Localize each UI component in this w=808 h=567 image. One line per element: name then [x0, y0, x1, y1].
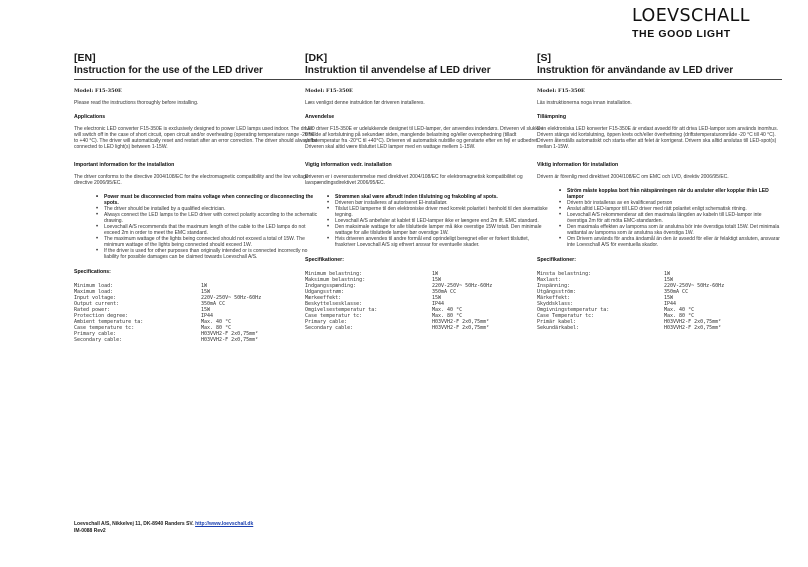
spec-value: H03VVH2-F 2x0,75mm² — [201, 331, 259, 337]
spec-label: Output current: — [74, 301, 120, 307]
footer-website-link[interactable]: http://www.loevschall.dk — [195, 521, 254, 527]
spec-label: Primary cable: — [74, 331, 117, 337]
spec-value: IP44 — [664, 301, 677, 307]
spec-label: Indgangsspænding: — [305, 283, 357, 289]
spec-value: Max. 40 °C — [432, 307, 463, 313]
spec-value: H03VVH2-F 2x0,75mm² — [664, 325, 722, 331]
specifications-heading: Specifikationer: — [305, 257, 344, 263]
installation-bullet-list — [74, 194, 319, 260]
installation-bullet: • Hvis driveren anvendes til andre formål end oprindeligt beregnet eller er forkert tilsluttet, fraskriver Loevschall A/S sig ethvert ansvar for eventuelle skader. — [305, 236, 550, 248]
installation-bullet: • Loevschall A/S recommends that the maximum length of the cable to the LED lamps do not exceed 2m in order to meet the EMC standard. — [74, 224, 319, 236]
applications-heading: Tillämpning — [537, 114, 567, 120]
applications-heading: Applications — [74, 114, 106, 120]
spec-value: 350mA CC — [201, 301, 226, 307]
applications-text: The electronic LED converter F15-350E is exclusively designed to power LED lamps used indoor. The driver will switch off in the case of short circuit, open circuit and/or overheating (operating temperature range -20 °C to +40 °C). The driver will automatically reset and restart after an error correction. The driver should always be connected to LED light(s) between 1-15W. — [74, 126, 318, 150]
spec-value: Max. 80 °C — [432, 313, 463, 319]
title-divider — [74, 79, 319, 80]
installation-bullet: • Power must be disconnected from mains voltage when connecting or disconnecting the spots. — [74, 194, 319, 206]
spec-value: Max. 40 °C — [664, 307, 695, 313]
spec-label: Utgångsström: — [537, 289, 577, 295]
model-number: Model: F15-350E — [537, 88, 585, 94]
column-danish — [305, 52, 550, 331]
spec-label: Maksimum belastning: — [305, 277, 366, 283]
column-english — [74, 52, 319, 343]
specifications-table — [537, 271, 782, 331]
company-logo — [632, 6, 802, 40]
spec-label: Case temperatur tc: — [305, 313, 363, 319]
spec-value: 220V-250V~ 50Hz-60Hz — [201, 295, 262, 301]
spec-value: H03VVH2-F 2x0,75mm² — [432, 325, 490, 331]
spec-label: Skyddsklass: — [537, 301, 574, 307]
column-swedish — [537, 52, 782, 331]
spec-value: Max. 80 °C — [664, 313, 695, 319]
installation-bullet: • The maximum wattage of the lights being connected should not exceed a total of 15W. The minimum wattage of the lights being connected should exceed 1W. — [74, 236, 319, 248]
instruction-title: Instruction for the use of the LED driver — [74, 65, 263, 76]
spec-value: H03VVH2-F 2x0,75mm² — [432, 319, 490, 325]
installation-bullet: • Tilslut LED lamperne til den elektroniske driver med korrekt polaritet i henhold til den skematiske tegning. — [305, 206, 550, 218]
spec-value: 15W — [432, 277, 442, 283]
intro-text: Läs instruktionerna noga innan installation. — [537, 100, 632, 106]
installation-info-heading: Vigtig information vedr. installation — [305, 162, 392, 168]
spec-label: Maxlast: — [537, 277, 562, 283]
spec-label: Rated power: — [74, 307, 111, 313]
spec-label: Mærkeeffekt: — [305, 295, 342, 301]
spec-label: Inspänning: — [537, 283, 571, 289]
model-number: Model: F15-350E — [305, 88, 353, 94]
specifications-heading: Specifikationer: — [537, 257, 576, 263]
spec-value: 220V-250V~ 50Hz-60Hz — [432, 283, 493, 289]
model-number: Model: F15-350E — [74, 88, 122, 94]
installation-bullet: • Om Drivern används för andra ändamål än den är avsedd för eller är felaktigt ansluten, ansvarar inte Loevschall A/S för eventuella skador. — [537, 236, 782, 248]
installation-bullet: • Den maksimale wattage for alle tilsluttede lamper må ikke overstige 15W totalt. Den minimale wattage for alle tilsluttede lamper bør overstige 1W. — [305, 224, 550, 236]
installation-bullet: • Loevschall A/S anbefaler at kablet til LED-lamper ikke er længere end 2m ift. EMC standard. — [305, 218, 550, 224]
spec-label: Beskyttelsesklasse: — [305, 301, 363, 307]
spec-label: Primary cable: — [305, 319, 348, 325]
applications-text: Den elektroniska LED konverter F15-350E är endast avsedd för att driva LED-lampor som används inomhus. Drivern stängs vid kortslutning, öppen krets och/eller överhettning (driftstemperaturområde -20 °C till 40 °C). Drivern återställs automatiskt och starta efter att felet är korrigerat. Drivern ska alltid anslutas till LED-spot(s) mellan 1-15W. — [537, 126, 778, 150]
installation-bullet: • If the driver is used for other purposes than originally intended or is connected incorrectly no liability for possible damages can be claimed towards Loevschall A/S. — [74, 248, 319, 260]
logo-brand: LOEVSCHALL — [632, 6, 750, 26]
installation-bullet: • Anslut alltid LED-lampor till LED driver med rätt polaritet enligt schematisk ritning. — [537, 206, 782, 212]
installation-info-text: Driveren er i overensstemmelse med direktivet 2004/108/EC for elektromagnetisk kompatibilitet og lavspændingsdirektivet 2006/95/EC. — [305, 174, 523, 186]
spec-value: 15W — [432, 295, 442, 301]
title-divider — [537, 79, 782, 80]
installation-bullet: • The driver should be installed by a qualified electrician. — [74, 206, 319, 212]
installation-bullet: • Den maximala effekten av lamporna som är anslutna bör inte överstiga totalt 15W. Det minimala wattantal av lamporna som är anslutna ska överstiga 1W. — [537, 224, 782, 236]
spec-value: 350mA CC — [664, 289, 689, 295]
specifications-table — [74, 283, 319, 343]
installation-bullet: • Drivern bör installeras av en kvalificerad person — [537, 200, 782, 206]
applications-heading: Anvendelse — [305, 114, 335, 120]
spec-value: 1W — [432, 271, 439, 277]
installation-bullet-list — [305, 194, 550, 248]
spec-label: Märkeffekt: — [537, 295, 571, 301]
language-code: [S] — [537, 52, 551, 64]
spec-value: Max. 80 °C — [201, 325, 232, 331]
footer-doc-id: IM-0088 Rev2 — [74, 528, 106, 534]
spec-label: Case Temperatur tc: — [537, 313, 595, 319]
installation-bullet: • Loevschall A/S rekommenderar att den maximala längden av kabeln till LED-lampor inte överstiga 2m för att möta EMC-standarden. — [537, 212, 782, 224]
spec-value: 1W — [664, 271, 671, 277]
spec-label: Sekundärkabel: — [537, 325, 580, 331]
spec-label: Protection degree: — [74, 313, 129, 319]
installation-bullet: • Driveren bør installeres af autoriseret El-installatør. — [305, 200, 550, 206]
spec-value: Max. 40 °C — [201, 319, 232, 325]
applications-text: LED driver F15-350E er udelukkende designet til LED-lamper, der anvendes indendørs. Driveren vil slukke i tilfælde af kortslutning på sekundær siden, manglende belastning og/eller overophedning (tilladt driftstemperatur fra -20°C til +40°C). Driveren vil automatisk nulstille og genstarte efter en fejl er udbedret. Driveren skal altid være tilsluttet LED lamper med en wattage mellem 1-15W. — [305, 126, 544, 150]
instruction-title: Instruktion för användande av LED driver — [537, 65, 734, 76]
title-divider — [305, 79, 550, 80]
logo-tagline: THE GOOD LIGHT — [632, 28, 731, 40]
spec-label: Omgivelsestemperatur ta: — [305, 307, 378, 313]
installation-bullet: • Always connect the LED lamps to the LED driver with correct polarity according to the schematic drawing. — [74, 212, 319, 224]
spec-value: 15W — [664, 277, 674, 283]
footer-address: Loevschall A/S, Nikkelvej 11, DK-8940 Randers SV. — [74, 521, 194, 527]
spec-label: Ambient temperature ta: — [74, 319, 144, 325]
intro-text: Please read the instructions thoroughly before installing. — [74, 100, 199, 106]
installation-info-heading: Viktig information för installation — [537, 162, 619, 168]
spec-label: Minsta belastning: — [537, 271, 592, 277]
spec-label: Udgangsstrøm: — [305, 289, 345, 295]
specifications-heading: Specifications: — [74, 269, 111, 275]
spec-label: Minimum load: — [74, 283, 114, 289]
spec-value: IP44 — [432, 301, 445, 307]
spec-value: 220V-250V~ 50Hz-60Hz — [664, 283, 725, 289]
spec-value: 15W — [201, 307, 211, 313]
spec-value: IP44 — [201, 313, 214, 319]
installation-bullet-list — [537, 188, 782, 248]
spec-value: 15W — [201, 289, 211, 295]
spec-row — [74, 337, 319, 343]
spec-label: Secondary cable: — [74, 337, 123, 343]
spec-label: Omgivningstemperatur ta: — [537, 307, 610, 313]
spec-value: 350mA CC — [432, 289, 457, 295]
spec-row — [305, 325, 550, 331]
language-code: [DK] — [305, 52, 328, 64]
page-footer — [74, 521, 253, 535]
spec-label: Maximum load: — [74, 289, 114, 295]
installation-info-text: The driver conforms to the directive 2004/108/EC for the electromagnetic compatibility and the low voltage directive 2006/95/EC. — [74, 174, 309, 186]
language-code: [EN] — [74, 52, 96, 64]
spec-label: Secondary cable: — [305, 325, 354, 331]
installation-info-heading: Important information for the installation — [74, 162, 175, 168]
instruction-title: Instruktion til anvendelse af LED driver — [305, 65, 491, 76]
installation-bullet: • Strømmen skal være afbrudt inden tilslutning og frakobling af spots. — [305, 194, 550, 200]
installation-info-text: Drivern är förenlig med direktivet 2004/108/EC om EMC och LVD, direktiv 2006/95/EC. — [537, 174, 729, 180]
spec-label: Primär kabel: — [537, 319, 577, 325]
spec-value: H03VVH2-F 2x0,75mm² — [201, 337, 259, 343]
spec-value: 15W — [664, 295, 674, 301]
intro-text: Læs venligst denne instruktion før driveren installeres. — [305, 100, 425, 106]
spec-label: Input voltage: — [74, 295, 117, 301]
spec-row — [537, 325, 782, 331]
spec-value: 1W — [201, 283, 208, 289]
specifications-table — [305, 271, 550, 331]
installation-bullet: • Ström måste kopplas bort från nätspänningen när du ansluter eller kopplar ifrån LED lampor — [537, 188, 782, 200]
spec-value: H03VVH2-F 2x0,75mm² — [664, 319, 722, 325]
spec-label: Minimum belastning: — [305, 271, 363, 277]
spec-label: Case temperature tc: — [74, 325, 135, 331]
